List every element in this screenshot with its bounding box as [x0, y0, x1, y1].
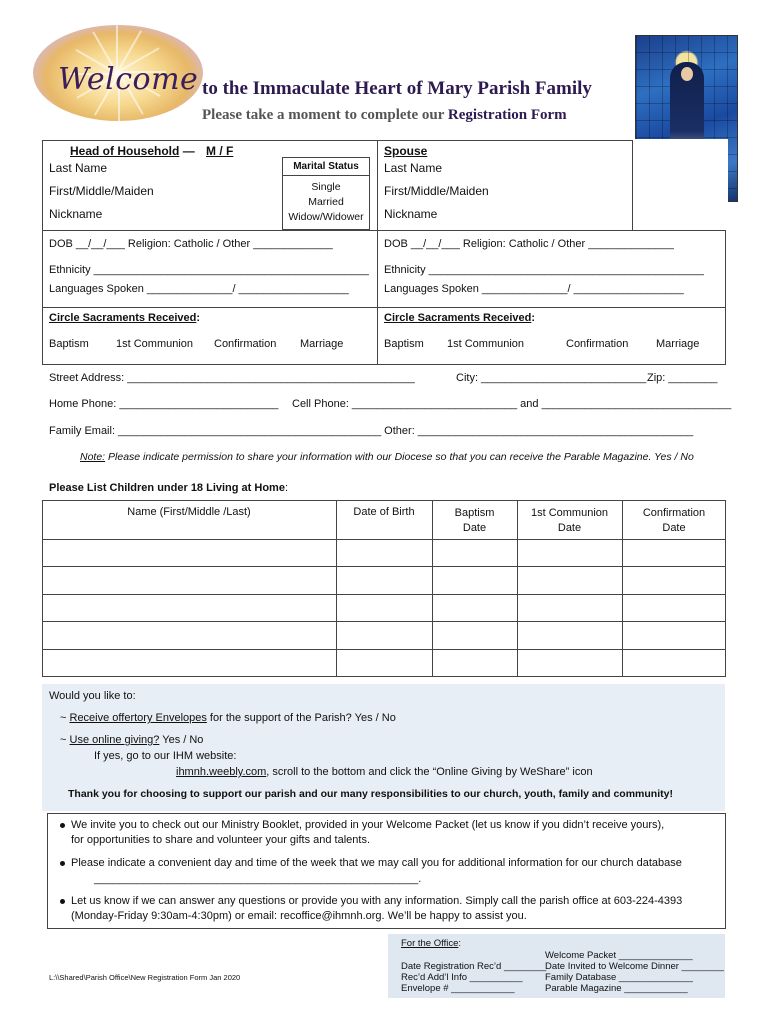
spouse-sacrament-baptism[interactable]: Baptism [384, 338, 424, 350]
note-label: Note: [80, 451, 106, 463]
sacraments-colon: : [196, 312, 201, 324]
office-addl-info[interactable]: Rec’d Add’l Info __________ [401, 972, 523, 983]
envelopes-rest: for the support of the Parish? Yes / No [206, 712, 396, 724]
spouse-sacrament-confirmation[interactable]: Confirmation [566, 338, 629, 350]
office-colon: : [458, 938, 462, 949]
children-col-1 [336, 500, 337, 677]
bullet-3-cont: (Monday-Friday 9:30am-4:30pm) or email: recoffice@ihmnh.org. We’ll be happy to assist you. [71, 910, 527, 922]
languages-left[interactable]: Languages Spoken ______________/ __________________ [49, 283, 349, 295]
bullet-3-text: Let us know if we can answer any questions or provide you with any information. Simply call the parish office at 603-224-4393 [71, 895, 683, 907]
spouse-first-name-field[interactable]: First/Middle/Maiden [384, 184, 489, 198]
sacraments-colon: : [531, 312, 536, 324]
diocese-note [80, 451, 694, 463]
would-you-like: Would you like to: [49, 690, 136, 702]
giving-if-yes: If yes, go to our IHM website: [94, 750, 237, 762]
page-subtitle [202, 107, 567, 124]
website-rest: , scroll to the bottom and click the “Online Giving by WeShare” icon [266, 766, 593, 778]
children-heading [49, 482, 288, 494]
office-registration[interactable]: Date Registration Rec’d ________ [401, 961, 547, 972]
home-phone-field[interactable]: Home Phone: __________________________ [49, 398, 279, 410]
subtitle-bold: Registration Form [447, 107, 567, 123]
online-giving-link[interactable]: Use online giving? [69, 734, 160, 746]
bullet-dot [60, 899, 65, 904]
office-welcome-dinner[interactable]: Date Invited to Welcome Dinner ________ [545, 961, 724, 972]
bullet-2-blank[interactable]: _____________________________________________________. [94, 873, 422, 885]
sacraments-label-right [384, 312, 535, 324]
file-path-footer: L:\\Shared\Parish Office\New Registration Form Jan 2020 [49, 973, 241, 982]
spouse-nickname-field[interactable]: Nickname [384, 207, 438, 221]
tilde: ~ [60, 712, 67, 724]
dob-religion-right[interactable]: DOB __/__/___ Religion: Catholic / Other ______________ [384, 238, 674, 250]
office-label [401, 938, 461, 949]
envelopes-line [60, 712, 396, 724]
bullet-3 [60, 895, 682, 907]
office-parable-magazine[interactable]: Parable Magazine ____________ [545, 983, 688, 994]
marital-status-rule [282, 175, 370, 176]
children-row-5 [42, 649, 726, 650]
sacrament-communion[interactable]: 1st Communion [116, 338, 194, 350]
family-email-field[interactable]: Family Email: ___________________________________________ Other: _____________________________________________ [49, 425, 694, 437]
spouse-label: Spouse [384, 144, 428, 158]
sacrament-confirmation[interactable]: Confirmation [214, 338, 277, 350]
online-giving-line [60, 734, 203, 746]
note-text: Please indicate permission to share your information with our Diocese so that you can receive the Parable Magazine. Yes / No [105, 451, 694, 463]
spouse-sacrament-marriage[interactable]: Marriage [656, 338, 700, 350]
col-header-communion: 1st Communion Date [530, 507, 609, 534]
envelopes-link[interactable]: Receive offertory Envelopes [69, 712, 207, 724]
bullet-2 [60, 857, 682, 869]
photo-cutout [632, 139, 728, 230]
marital-option-widow[interactable]: Widow/Widower [288, 211, 364, 223]
ethnicity-left[interactable]: Ethnicity _____________________________________________ [49, 264, 369, 276]
mary-face [681, 67, 693, 81]
children-row-3 [42, 594, 726, 595]
children-row-2 [42, 566, 726, 567]
online-giving-rest: Yes / No [159, 734, 204, 746]
sacrament-marriage[interactable]: Marriage [300, 338, 344, 350]
col-header-confirmation: Confirmation Date [642, 507, 706, 534]
office-welcome-packet[interactable]: Welcome Packet ______________ [545, 950, 693, 961]
col-header-dob: Date of Birth [353, 506, 415, 518]
col-header-name: Name (First/Middle /Last) [127, 506, 251, 518]
languages-right[interactable]: Languages Spoken ______________/ __________________ [384, 283, 684, 295]
marital-option-married[interactable]: Married [308, 196, 344, 208]
bullet-dot [60, 823, 65, 828]
spouse-last-name-field[interactable]: Last Name [384, 161, 443, 175]
children-row-1 [42, 539, 726, 540]
sacraments-label-text: Circle Sacraments Received [384, 312, 532, 324]
welcome-word: Welcome [58, 62, 199, 97]
office-envelope[interactable]: Envelope # ____________ [401, 983, 515, 994]
sacraments-label-left [49, 312, 200, 324]
bullet-2-text: Please indicate a convenient day and time of the week that we may call you for additional information for our church database [71, 857, 682, 869]
bullet-1-text: We invite you to check out our Ministry Booklet, provided in your Welcome Packet (let us know if you didn’t receive yours), [71, 819, 665, 831]
last-name-field[interactable]: Last Name [49, 161, 108, 175]
tilde: ~ [60, 734, 67, 746]
street-address-field[interactable]: Street Address: _______________________________________________ [49, 372, 415, 384]
household-divider [377, 140, 378, 365]
sacrament-baptism[interactable]: Baptism [49, 338, 89, 350]
head-label-text: Head of Household [70, 144, 180, 158]
photo-cutout-edge [632, 140, 633, 231]
spouse-sacrament-communion[interactable]: 1st Communion [447, 338, 525, 350]
household-rule-1 [42, 230, 726, 231]
bullet-1 [60, 819, 664, 831]
sacraments-label-text: Circle Sacraments Received [49, 312, 197, 324]
subtitle-lead: Please take a moment to complete our [202, 107, 448, 123]
first-name-field[interactable]: First/Middle/Maiden [49, 184, 154, 198]
children-heading-colon: : [284, 482, 289, 494]
dob-religion-left[interactable]: DOB __/__/___ Religion: Catholic / Other _____________ [49, 238, 333, 250]
city-field[interactable]: City: ___________________________ [456, 372, 647, 384]
office-family-database[interactable]: Family Database ______________ [545, 972, 693, 983]
ethnicity-right[interactable]: Ethnicity _____________________________________________ [384, 264, 704, 276]
head-dash: — [182, 144, 195, 158]
zip-field[interactable]: Zip: ________ [647, 372, 718, 384]
col-header-baptism: Baptism Date [454, 507, 495, 534]
head-gender[interactable]: M / F [206, 144, 234, 158]
page-title: to the Immaculate Heart of Mary Parish Family [202, 78, 592, 99]
children-heading-text: Please List Children under 18 Living at Home [49, 482, 285, 494]
bullet-dot [60, 861, 65, 866]
children-row-4 [42, 621, 726, 622]
household-rule-2 [42, 307, 726, 308]
marital-option-single[interactable]: Single [311, 181, 341, 193]
marital-status-label: Marital Status [293, 161, 359, 172]
head-of-household-label [70, 144, 233, 158]
office-label-text: For the Office [401, 938, 459, 949]
website-link[interactable]: ihmnh.weebly.com [176, 766, 267, 778]
bullet-1-cont: for opportunities to share and volunteer your gifts and talents. [71, 834, 371, 846]
website-line [176, 766, 593, 778]
thank-you-text: Thank you for choosing to support our parish and our many responsibilities to our church, youth, family and community! [68, 788, 673, 800]
cell-phone-field[interactable]: Cell Phone: ___________________________ and _______________________________ [292, 398, 732, 410]
nickname-field[interactable]: Nickname [49, 207, 103, 221]
